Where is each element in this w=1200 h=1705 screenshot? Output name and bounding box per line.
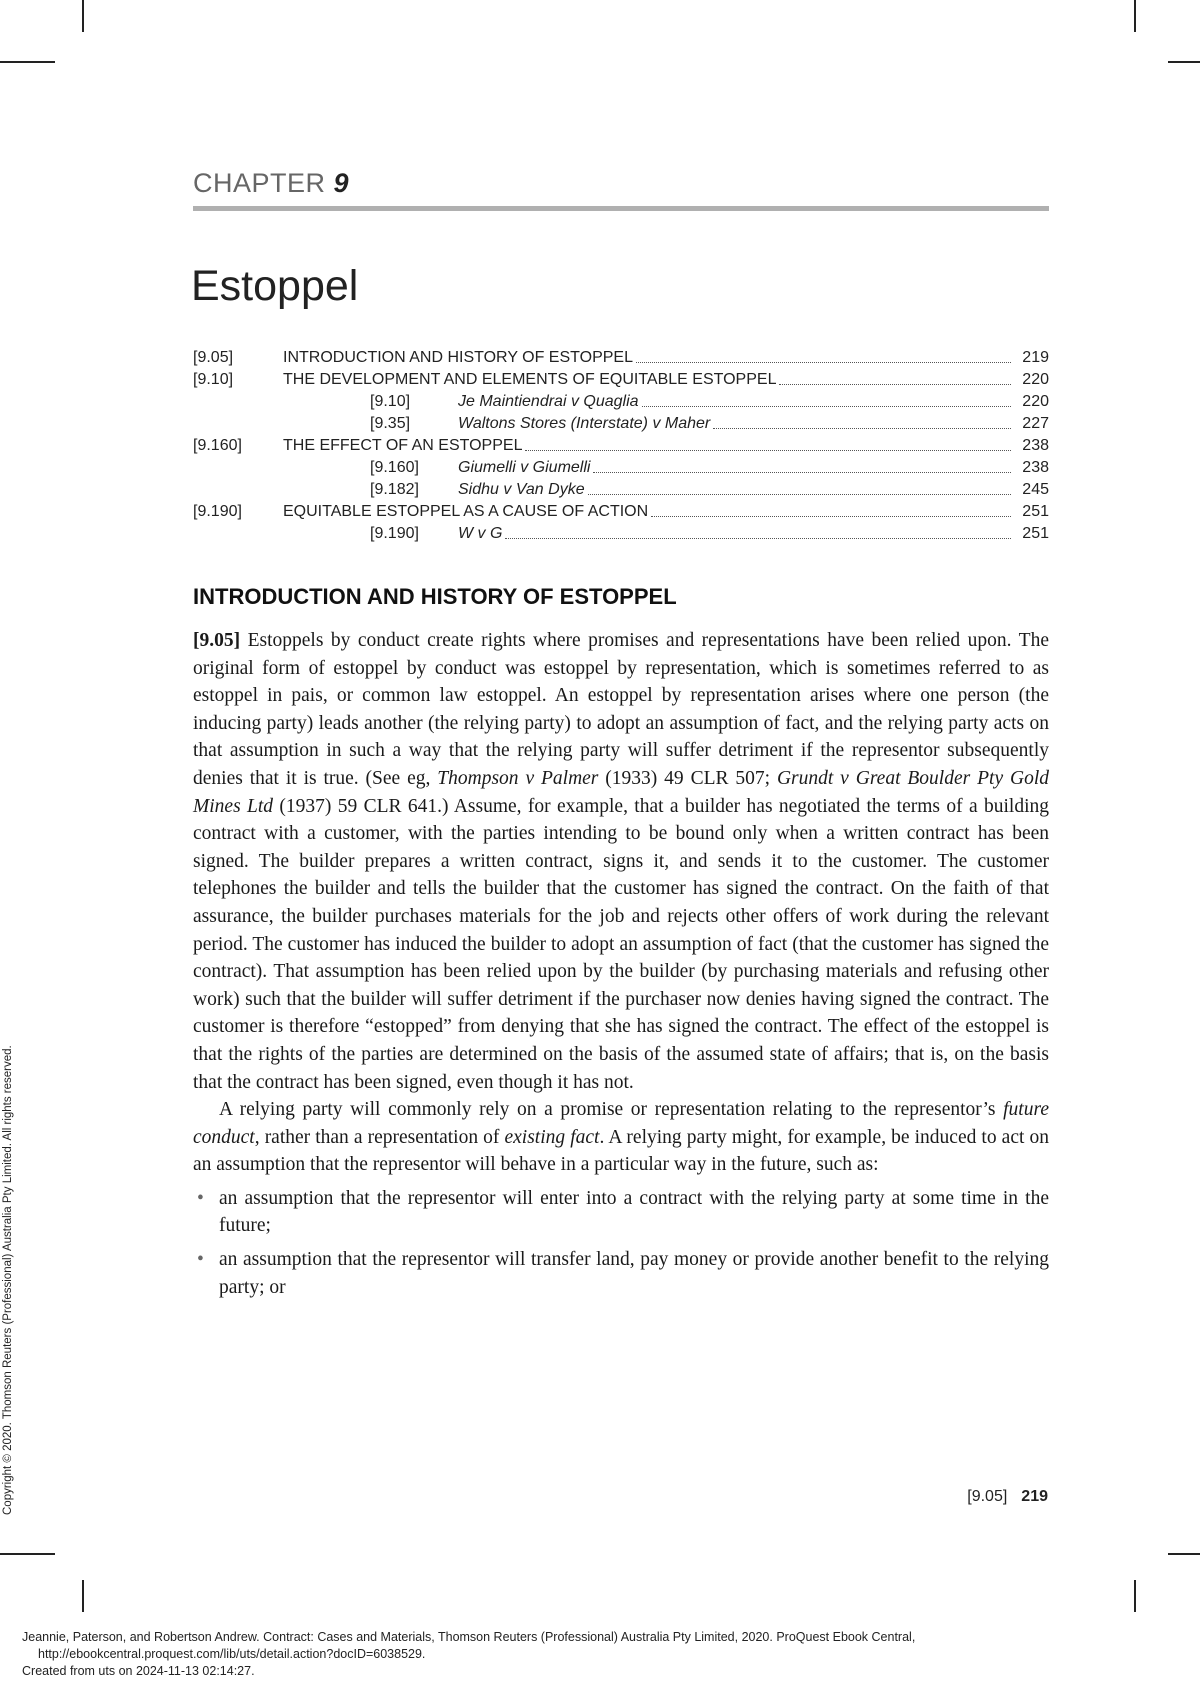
toc-leader [651,515,1011,517]
case-citation: Grundt v Great Boulder Pty Gold Mines Ltd [193,767,1049,817]
toc-number: [9.160] [370,459,419,476]
toc-entry[interactable] [193,457,1049,479]
section-heading: INTRODUCTION AND HISTORY OF ESTOPPEL [193,584,677,609]
list-item: • an assumption that the representor will enter into a contract with the relying party at some time in the future; [193,1185,1049,1240]
crop-mark [1134,0,1136,32]
text-run: , rather than a representation of [254,1126,505,1148]
toc-number: [9.190] [193,503,242,520]
toc-page: 251 [1022,503,1049,520]
list-item: • an assumption that the representor will transfer land, pay money or provide another benefit to the relying party; or [193,1246,1049,1301]
footer-created: Created from uts on 2024-11-13 02:14:27. [22,1664,255,1678]
toc-title: EQUITABLE ESTOPPEL AS A CAUSE OF ACTION [283,503,649,520]
page-folio [967,1488,1048,1506]
text-run: . A relying party might, for example, be induced to act on an assumption that the representor will behave in a particular way in the future, such as: [193,1126,1049,1176]
toc-page: 238 [1022,459,1049,476]
toc-entry[interactable] [193,413,1049,435]
toc-leader [505,537,1011,539]
chapter-title: Estoppel [191,262,359,310]
crop-mark [1134,1580,1136,1612]
chapter-label-text: CHAPTER [193,168,326,198]
toc-title: Waltons Stores (Interstate) v Maher [458,415,711,432]
toc-entry[interactable] [193,501,1049,523]
toc-entry[interactable] [193,479,1049,501]
toc-number: [9.35] [370,415,411,432]
chapter-label [193,168,349,199]
crop-mark [82,0,84,32]
crop-mark [0,1553,55,1555]
folio-ref: [9.05] [967,1488,1008,1505]
toc-leader [713,427,1011,429]
toc-entry[interactable] [193,369,1049,391]
toc-title: Giumelli v Giumelli [458,459,591,476]
toc-page: 245 [1022,481,1049,498]
toc-leader [525,449,1011,451]
body-text [193,627,1049,1307]
toc-page: 227 [1022,415,1049,432]
crop-mark [1168,61,1200,63]
toc-title: Sidhu v Van Dyke [458,481,585,498]
copyright-sidebar: Copyright © 2020. Thomson Reuters (Professional) Australia Pty Limited. All rights reserved. [2,1045,14,1515]
table-of-contents [193,347,1049,545]
paragraph [193,1096,1049,1179]
text-run: (1937) 59 CLR 641.) Assume, for example, that a builder has negotiated the terms of a building contract with a customer, with the parties intending to be bound only when a written contract has been signed. The builder prepares a written contract, signs it, and sends it to the customer. The customer telephones the builder and tells the builder that the customer has signed the contract. On the faith of that assurance, the builder purchases materials for the job and rejects other offers of work during the relevant period. The customer has induced the builder to adopt an assumption of fact (that the customer has signed the contract). That assumption has been relied upon by the builder (by purchasing materials and refusing other work) such that the builder will suffer detriment if the purchaser now denies having signed the contract. The customer is therefore “estopped” from denying that she has signed the contract. The effect of the estoppel is that the rights of the parties are determined on the basis of the assumed state of affairs; that is, on the basis that the contract has been signed, even though it has not. [193,795,1050,1093]
toc-title: Je Maintiendrai v Quaglia [458,393,639,410]
toc-number: [9.190] [370,525,419,542]
bullet-list [193,1185,1049,1301]
toc-page: 220 [1022,371,1049,388]
toc-number: [9.182] [370,481,419,498]
footer-citation: Jeannie, Paterson, and Robertson Andrew. Contract: Cases and Materials, Thomson Reuters (Professional) Australia Pty Limited, 2020. ProQuest Ebook Central, [22,1630,916,1644]
paragraph-ref: [9.05] [193,630,241,651]
toc-leader [636,361,1011,363]
toc-entry[interactable] [193,435,1049,457]
toc-title: THE DEVELOPMENT AND ELEMENTS OF EQUITABLE ESTOPPEL [283,371,777,388]
text-run: Estoppels by conduct create rights where promises and representations have been relied upon. The original form of estoppel by conduct was estoppel by representation, which is sometimes referred to as estoppel in pais, or common law estoppel. An estoppel by representation arises where one person (the inducing party) leads another (the relying party) to adopt an assumption of fact, and the relying party acts on that assumption in such a way that the relying party will suffer detriment if the representor subsequently denies that it is true. (See eg, [193,630,1049,789]
toc-number: [9.10] [193,371,234,388]
crop-mark [82,1580,84,1612]
toc-title: THE EFFECT OF AN ESTOPPEL [283,437,523,454]
text-run: A relying party will commonly rely on a promise or representation relating to the representor’s [219,1099,1004,1121]
toc-number: [9.05] [193,349,234,366]
toc-page: 220 [1022,393,1049,410]
toc-leader [593,471,1011,473]
toc-page: 219 [1022,349,1049,366]
chapter-rule [193,206,1049,211]
toc-entry[interactable] [193,391,1049,413]
chapter-number: 9 [333,168,350,198]
toc-leader [588,493,1011,495]
toc-page: 238 [1022,437,1049,454]
footer-link[interactable]: http://ebookcentral.proquest.com/lib/uts/detail.action?docID=6038529. [38,1647,426,1661]
toc-title: W v G [458,525,503,542]
toc-entry[interactable] [193,347,1049,369]
crop-mark [1168,1553,1200,1555]
emphasis: existing fact [504,1126,600,1148]
toc-entry[interactable] [193,523,1049,545]
toc-number: [9.160] [193,437,242,454]
emphasis: future conduct [193,1099,1049,1148]
toc-leader [642,405,1011,407]
text-run: (1933) 49 CLR 507; [598,767,777,789]
toc-number: [9.10] [370,393,411,410]
toc-leader [779,383,1011,385]
crop-mark [0,61,55,63]
toc-title: INTRODUCTION AND HISTORY OF ESTOPPEL [283,349,633,366]
case-citation: Thompson v Palmer [437,767,599,789]
toc-page: 251 [1022,525,1049,542]
page-number: 219 [1021,1488,1048,1505]
paragraph [193,627,1049,1096]
